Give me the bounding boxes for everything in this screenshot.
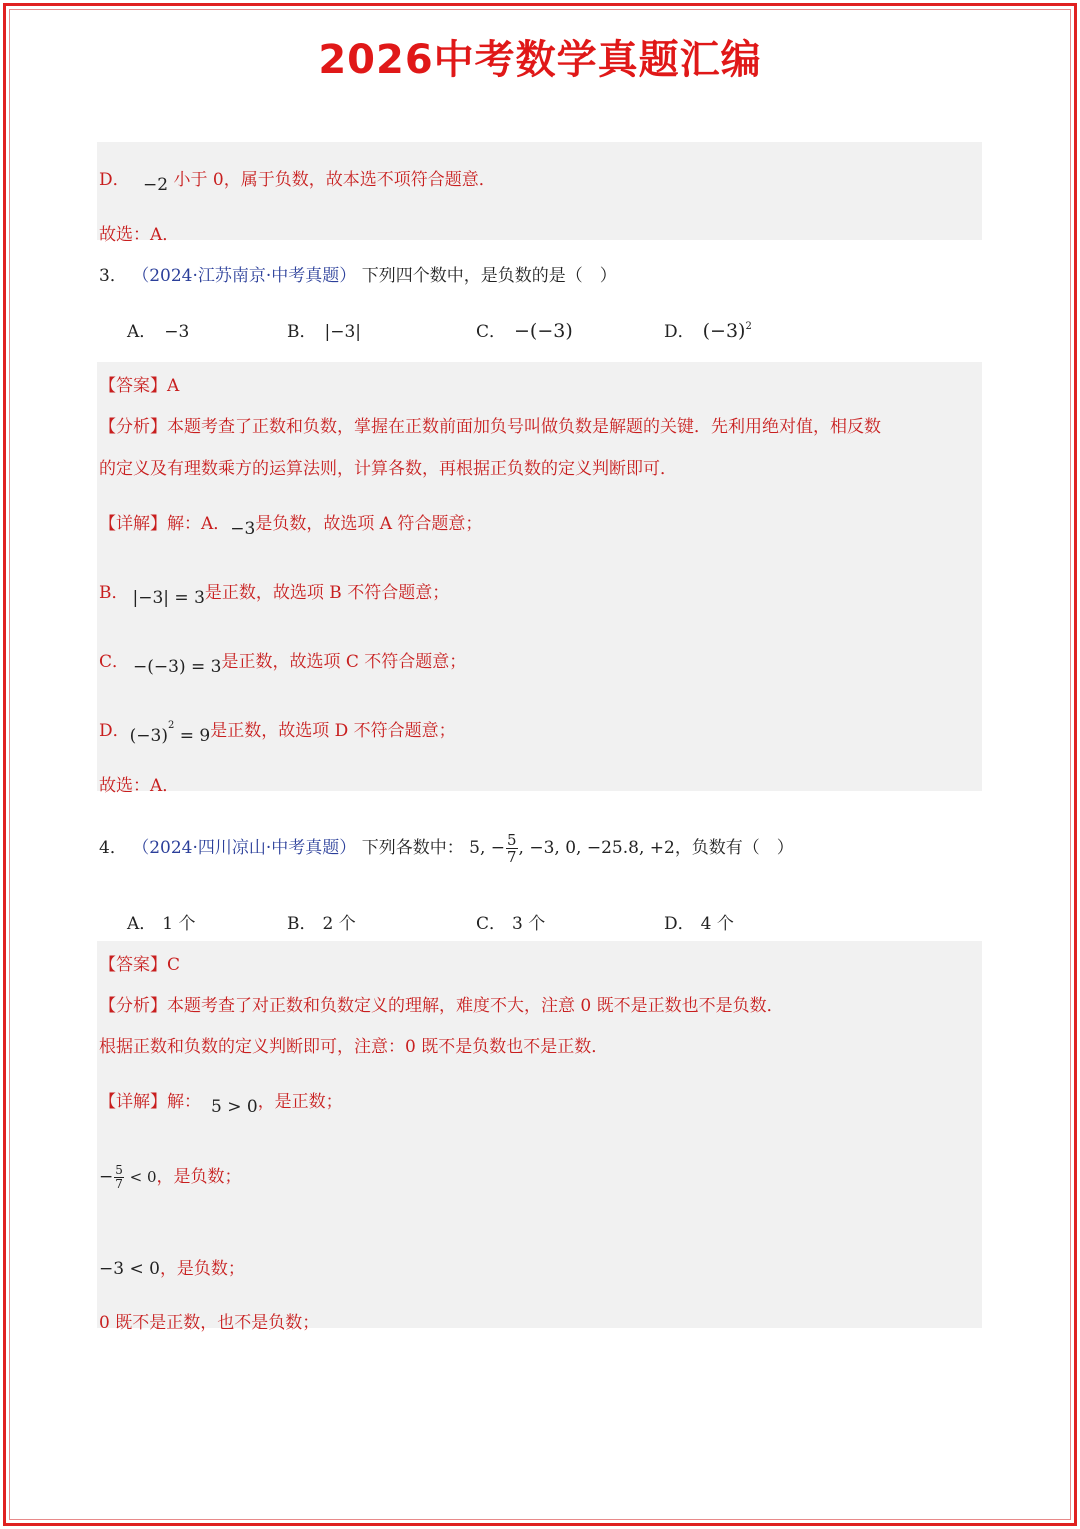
q3-detail-b: B． |−3| = 3是正数，故选项 B 不符合题意； bbox=[99, 583, 450, 608]
q4-option-a: A． 1 个 bbox=[127, 914, 196, 934]
q3-option-b: B． |−3| bbox=[287, 322, 362, 342]
q4-detail-3: −3 < 0，是负数； bbox=[99, 1259, 245, 1279]
q4-option-c: C． 3 个 bbox=[476, 914, 546, 934]
q3-answer: 【答案】A bbox=[99, 376, 180, 396]
prev-option-d-explanation: D． −2 小于 0，属于负数，故本选不项符合题意． bbox=[99, 170, 496, 195]
q4-fraction: $\frac{5}{7}$ bbox=[507, 831, 517, 866]
prev-conclusion: 故选：A． bbox=[99, 225, 180, 245]
q4-option-b: B． 2 个 bbox=[287, 914, 356, 934]
q3-option-d: D． $(-3)^2$ bbox=[664, 320, 752, 342]
q4-detail-4: 0 既不是正数，也不是负数； bbox=[99, 1313, 320, 1333]
q4-detail-1: 【详解】解： 5 > 0，是正数； bbox=[99, 1092, 343, 1117]
question-4-stem: 4． （2024·四川凉山·中考真题） 下列各数中： 5, − $\frac{5}{7}$ , −3, 0, −25.8, +2，负数有（ ） bbox=[99, 831, 794, 866]
q3-detail-c: C． −(−3) = 3是正数，故选项 C 不符合题意； bbox=[99, 652, 467, 677]
question-3-stem: 3． （2024·江苏南京·中考真题） 下列四个数中，是负数的是（ ） bbox=[99, 266, 617, 286]
q3-detail-a: 【详解】解：A．−3是负数，故选项 A 符合题意； bbox=[99, 514, 483, 539]
q4-analysis-line-1: 【分析】本题考查了对正数和负数定义的理解，难度不大，注意 0 既不是正数也不是负数． bbox=[99, 996, 784, 1016]
q3-detail-d: D．$(-3)^2 = 9$是正数，故选项 D 不符合题意； bbox=[99, 720, 456, 746]
q3-analysis-line-2: 的定义及有理数乘方的运算法则，计算各数，再根据正负数的定义判断即可． bbox=[99, 459, 677, 479]
q4-option-d: D． 4 个 bbox=[664, 914, 734, 934]
q4-analysis-line-2: 根据正数和负数的定义判断即可，注意：0 既不是负数也不是正数． bbox=[99, 1037, 609, 1057]
question-3-source: （2024·江苏南京·中考真题） bbox=[132, 266, 357, 286]
prev-solution-box bbox=[97, 142, 982, 240]
q3-conclusion: 故选：A． bbox=[99, 776, 180, 796]
page-title: 2026中考数学真题汇编 bbox=[318, 37, 762, 83]
q3-option-a: A． −3 bbox=[127, 322, 190, 342]
q4-detail-2: − $\frac{5}{7}$ < 0，是负数； bbox=[99, 1163, 242, 1191]
q4-answer: 【答案】C bbox=[99, 955, 181, 975]
question-4-source: （2024·四川凉山·中考真题） bbox=[132, 838, 357, 858]
q3-option-c: C． −(−3) bbox=[476, 320, 573, 342]
q3-analysis-line-1: 【分析】本题考查了正数和负数，掌握在正数前面加负号叫做负数是解题的关键．先利用绝对值，相反数 bbox=[99, 417, 881, 437]
